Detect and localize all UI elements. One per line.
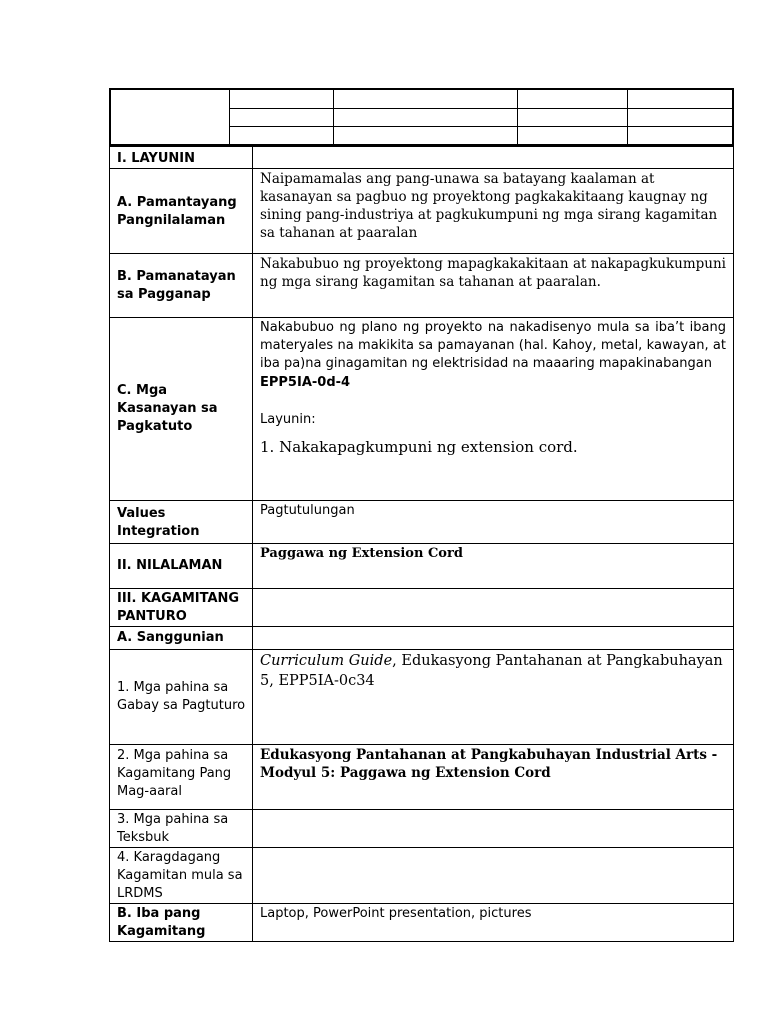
label-cell bbox=[110, 848, 253, 904]
table-row bbox=[110, 318, 734, 501]
table-row bbox=[110, 254, 734, 318]
section-label: 3. Mga pahina sa Teksbuk bbox=[117, 812, 229, 845]
learner-material-reference: Edukasyong Pantahanan at Pangkabuhayan Industrial Arts - Modyul 5: Paggawa ng Extension Cord bbox=[260, 747, 718, 781]
value-cell bbox=[253, 544, 734, 589]
table-row bbox=[110, 904, 734, 942]
value-cell bbox=[253, 904, 734, 942]
header-divider bbox=[333, 90, 334, 144]
section-label: B. Iba pang Kagamitang bbox=[117, 906, 206, 939]
competency-text: Nakabubuo ng plano ng proyekto na nakadisenyo mula sa iba’t ibang materyales na makikita sa pamayanan (hal. Kahoy, metal, kawayan, at iba pa)na ginagamitan ng elektrisidad na maaaring mapakinabangan bbox=[260, 320, 726, 371]
label-cell bbox=[110, 745, 253, 810]
content-standard-text: Naipamamalas ang pang-unawa sa batayang kaalaman at kasanayan sa pagbuo ng proyektong pagkakakitaang kaugnay ng sining pang-industriya at pagkukumpuni ng mga sirang kagamitan sa tahanan at paaralan bbox=[260, 171, 718, 241]
table-row bbox=[110, 147, 734, 169]
value-cell bbox=[253, 627, 734, 650]
value-cell bbox=[253, 318, 734, 501]
section-label: III. KAGAMITANG PANTURO bbox=[117, 591, 240, 624]
label-cell bbox=[110, 501, 253, 544]
section-label: C. Mga Kasanayan sa Pagkatuto bbox=[117, 383, 218, 434]
table-row bbox=[110, 848, 734, 904]
section-label: A. Pamantayang Pangnilalaman bbox=[117, 195, 237, 228]
value-cell bbox=[253, 169, 734, 254]
competency-code: EPP5IA-0d-4 bbox=[260, 375, 351, 390]
label-cell bbox=[110, 169, 253, 254]
label-cell bbox=[110, 589, 253, 627]
table-row bbox=[110, 810, 734, 848]
teacher-guide-reference bbox=[253, 650, 733, 691]
value-cell bbox=[253, 650, 734, 745]
value-cell bbox=[253, 254, 734, 318]
value-cell bbox=[253, 745, 734, 810]
value-cell bbox=[253, 848, 734, 904]
other-materials-text: Laptop, PowerPoint presentation, pictures bbox=[260, 906, 532, 921]
section-label: A. Sanggunian bbox=[117, 630, 224, 645]
table-row bbox=[110, 627, 734, 650]
header-divider bbox=[229, 90, 230, 144]
section-label: 2. Mga pahina sa Kagamitang Pang Mag-aaral bbox=[117, 748, 232, 799]
header-grid bbox=[109, 88, 734, 146]
label-cell bbox=[110, 318, 253, 501]
header-divider bbox=[517, 90, 518, 144]
table-row bbox=[110, 745, 734, 810]
label-cell bbox=[110, 650, 253, 745]
header-row-line bbox=[229, 126, 732, 127]
section-label: Values Integration bbox=[117, 506, 200, 539]
teacher-guide-details: , Edukasyong Pantahanan at Pangkabuhayan 5, EPP5IA-0c34 bbox=[260, 653, 723, 689]
performance-standard-text: Nakabubuo ng proyektong mapagkakakitaan at nakapagkukumpuni ng mga sirang kagamitan sa tahanan at paaralan. bbox=[260, 256, 726, 290]
header-divider bbox=[627, 90, 628, 144]
objectives-heading: Layunin: bbox=[260, 412, 316, 427]
lesson-plan-table bbox=[109, 146, 734, 942]
label-cell bbox=[110, 147, 253, 169]
label-cell bbox=[110, 627, 253, 650]
section-label: B. Pamanatayan sa Pagganap bbox=[117, 269, 236, 302]
table-row bbox=[110, 501, 734, 544]
curriculum-guide-title: Curriculum Guide bbox=[260, 653, 393, 669]
section-label: I. LAYUNIN bbox=[117, 151, 195, 166]
table-row bbox=[110, 544, 734, 589]
table-row bbox=[110, 650, 734, 745]
objective-item: 1. Nakakapagkumpuni ng extension cord. bbox=[260, 438, 578, 456]
label-cell bbox=[110, 544, 253, 589]
table-row bbox=[110, 169, 734, 254]
value-cell bbox=[253, 501, 734, 544]
content-title: Paggawa ng Extension Cord bbox=[260, 546, 463, 561]
values-integration-text: Pagtutulungan bbox=[260, 503, 355, 518]
label-cell bbox=[110, 810, 253, 848]
label-cell bbox=[110, 904, 253, 942]
value-cell bbox=[253, 810, 734, 848]
value-cell bbox=[253, 589, 734, 627]
section-label: 1. Mga pahina sa Gabay sa Pagtuturo bbox=[117, 680, 246, 713]
header-row-line bbox=[229, 108, 732, 109]
section-label: 4. Karagdagang Kagamitan mula sa LRDMS bbox=[117, 850, 243, 901]
value-cell bbox=[253, 147, 734, 169]
label-cell bbox=[110, 254, 253, 318]
section-label: II. NILALAMAN bbox=[117, 558, 223, 573]
table-row bbox=[110, 589, 734, 627]
